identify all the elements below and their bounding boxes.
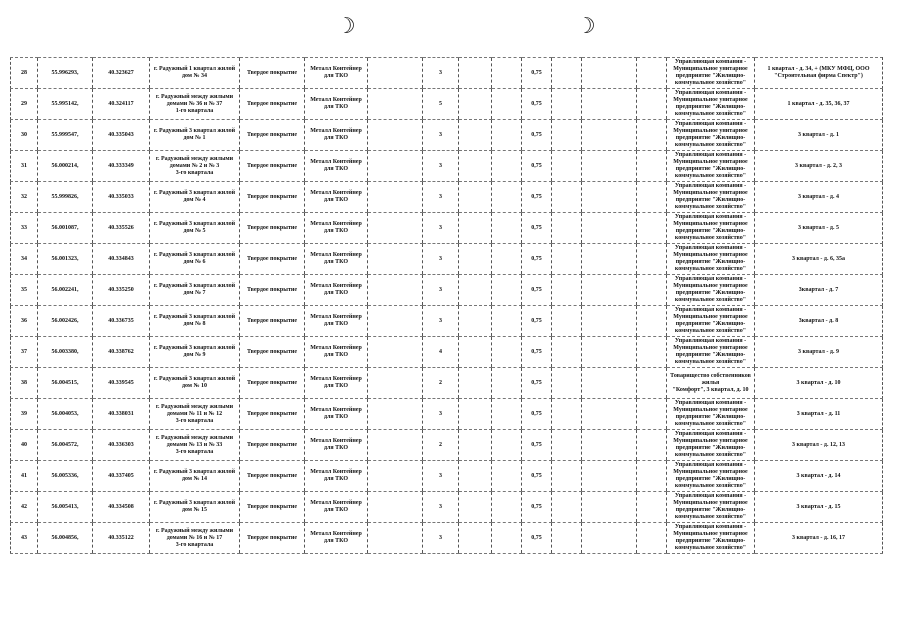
- container-count: 2: [423, 430, 459, 461]
- management-company: Управляющая компания - Муниципальное унитарное предприятие "Жилищно- коммунальное хозяйство": [667, 89, 755, 120]
- empty-cell: [582, 337, 637, 368]
- empty-cell: [492, 461, 522, 492]
- empty-cell: [368, 337, 423, 368]
- empty-cell: [637, 337, 667, 368]
- management-company: Управляющая компания - Муниципальное унитарное предприятие "Жилищно- коммунальное хозяйство": [667, 151, 755, 182]
- empty-cell: [552, 120, 582, 151]
- empty-cell: [459, 523, 492, 554]
- container-volume: 0,75: [522, 151, 552, 182]
- table-row: [11, 337, 883, 368]
- served-buildings: 1 квартал - д. 35, 36, 37: [755, 89, 883, 120]
- management-company: Управляющая компания - Муниципальное унитарное предприятие "Жилищно- коммунальное хозяйство": [667, 306, 755, 337]
- row-number: 32: [11, 182, 38, 213]
- empty-cell: [552, 306, 582, 337]
- empty-cell: [492, 430, 522, 461]
- empty-cell: [582, 182, 637, 213]
- empty-cell: [459, 337, 492, 368]
- container-count: 3: [423, 275, 459, 306]
- container-volume: 0,75: [522, 306, 552, 337]
- served-buildings: 3 квартал - д. 12, 13: [755, 430, 883, 461]
- empty-cell: [368, 89, 423, 120]
- longitude: 40.338762: [93, 337, 150, 368]
- empty-cell: [552, 275, 582, 306]
- container-type: Металл Контейнер для ТКО: [305, 492, 368, 523]
- latitude: 56.002241,: [38, 275, 93, 306]
- site-address: г. Радужный между жилыми домами № 2 и № 3 3-го квартала: [150, 151, 240, 182]
- row-number: 28: [11, 58, 38, 89]
- longitude: 40.333349: [93, 151, 150, 182]
- served-buildings: 3 квартал - д. 15: [755, 492, 883, 523]
- empty-cell: [637, 306, 667, 337]
- management-company: Управляющая компания - Муниципальное унитарное предприятие "Жилищно- коммунальное хозяйство": [667, 337, 755, 368]
- management-company: Управляющая компания - Муниципальное унитарное предприятие "Жилищно- коммунальное хозяйство": [667, 213, 755, 244]
- empty-cell: [368, 244, 423, 275]
- surface-type: Твердое покрытие: [240, 58, 305, 89]
- surface-type: Твердое покрытие: [240, 89, 305, 120]
- empty-cell: [637, 151, 667, 182]
- empty-cell: [552, 430, 582, 461]
- empty-cell: [552, 337, 582, 368]
- container-type: Металл Контейнер для ТКО: [305, 430, 368, 461]
- latitude: 55.999826,: [38, 182, 93, 213]
- site-address: г. Радужный 3 квартал жилой дом № 5: [150, 213, 240, 244]
- empty-cell: [582, 523, 637, 554]
- container-volume: 0,75: [522, 430, 552, 461]
- latitude: 55.999547,: [38, 120, 93, 151]
- served-buildings: 3 квартал - д. 10: [755, 368, 883, 399]
- row-number: 37: [11, 337, 38, 368]
- empty-cell: [552, 151, 582, 182]
- empty-cell: [552, 523, 582, 554]
- container-volume: 0,75: [522, 213, 552, 244]
- longitude: 40.324117: [93, 89, 150, 120]
- empty-cell: [582, 244, 637, 275]
- surface-type: Твердое покрытие: [240, 182, 305, 213]
- empty-cell: [368, 368, 423, 399]
- served-buildings: 3 квартал - д. 16, 17: [755, 523, 883, 554]
- surface-type: Твердое покрытие: [240, 213, 305, 244]
- row-number: 33: [11, 213, 38, 244]
- empty-cell: [552, 244, 582, 275]
- table-row: [11, 120, 883, 151]
- longitude: 40.338031: [93, 399, 150, 430]
- empty-cell: [582, 492, 637, 523]
- empty-cell: [492, 368, 522, 399]
- longitude: 40.323627: [93, 58, 150, 89]
- empty-cell: [637, 89, 667, 120]
- latitude: 55.996293,: [38, 58, 93, 89]
- empty-cell: [637, 492, 667, 523]
- waste-site-registry-table: [10, 57, 883, 554]
- site-address: г. Радужный 3 квартал жилой дом № 14: [150, 461, 240, 492]
- empty-cell: [459, 244, 492, 275]
- latitude: 56.002426,: [38, 306, 93, 337]
- empty-cell: [582, 58, 637, 89]
- empty-cell: [582, 275, 637, 306]
- management-company: Управляющая компания - Муниципальное унитарное предприятие "Жилищно- коммунальное хозяйство": [667, 244, 755, 275]
- binder-hole-mark-right: ☽: [576, 14, 596, 39]
- empty-cell: [637, 399, 667, 430]
- empty-cell: [637, 368, 667, 399]
- empty-cell: [637, 461, 667, 492]
- management-company: Управляющая компания - Муниципальное унитарное предприятие "Жилищно- коммунальное хозяйство": [667, 523, 755, 554]
- longitude: 40.337405: [93, 461, 150, 492]
- served-buildings: 3 квартал - д. 11: [755, 399, 883, 430]
- empty-cell: [637, 523, 667, 554]
- empty-cell: [582, 151, 637, 182]
- empty-cell: [637, 120, 667, 151]
- empty-cell: [459, 120, 492, 151]
- container-count: 2: [423, 368, 459, 399]
- management-company: Управляющая компания - Муниципальное унитарное предприятие "Жилищно- коммунальное хозяйство": [667, 399, 755, 430]
- site-address: г. Радужный между жилыми домами № 13 и № 33 3-го квартала: [150, 430, 240, 461]
- longitude: 40.335526: [93, 213, 150, 244]
- empty-cell: [552, 89, 582, 120]
- surface-type: Твердое покрытие: [240, 120, 305, 151]
- container-count: 3: [423, 523, 459, 554]
- table-row: [11, 213, 883, 244]
- empty-cell: [582, 430, 637, 461]
- empty-cell: [637, 430, 667, 461]
- row-number: 39: [11, 399, 38, 430]
- container-volume: 0,75: [522, 244, 552, 275]
- surface-type: Твердое покрытие: [240, 430, 305, 461]
- container-count: 3: [423, 58, 459, 89]
- table-row: [11, 368, 883, 399]
- empty-cell: [582, 399, 637, 430]
- registry-rows: [11, 58, 883, 554]
- binder-hole-mark-left: ☽: [336, 14, 356, 39]
- container-volume: 0,75: [522, 399, 552, 430]
- empty-cell: [368, 523, 423, 554]
- row-number: 31: [11, 151, 38, 182]
- empty-cell: [637, 244, 667, 275]
- site-address: г. Радужный 3 квартал жилой дом № 7: [150, 275, 240, 306]
- row-number: 35: [11, 275, 38, 306]
- site-address: г. Радужный 1 квартал жилой дом № 34: [150, 58, 240, 89]
- row-number: 36: [11, 306, 38, 337]
- container-type: Металл Контейнер для ТКО: [305, 337, 368, 368]
- empty-cell: [492, 492, 522, 523]
- container-volume: 0,75: [522, 461, 552, 492]
- container-count: 3: [423, 492, 459, 523]
- container-count: 5: [423, 89, 459, 120]
- container-count: 3: [423, 244, 459, 275]
- latitude: 56.005413,: [38, 492, 93, 523]
- empty-cell: [492, 120, 522, 151]
- empty-cell: [637, 275, 667, 306]
- empty-cell: [459, 368, 492, 399]
- empty-cell: [459, 182, 492, 213]
- empty-cell: [459, 430, 492, 461]
- site-address: г. Радужный 3 квартал жилой дом № 9: [150, 337, 240, 368]
- empty-cell: [492, 275, 522, 306]
- empty-cell: [492, 151, 522, 182]
- empty-cell: [582, 89, 637, 120]
- site-address: г. Радужный 3 квартал жилой дом № 1: [150, 120, 240, 151]
- latitude: 56.001323,: [38, 244, 93, 275]
- empty-cell: [492, 89, 522, 120]
- management-company: Товарищество собственников жилья "Комфорт", 3 квартал, д. 10: [667, 368, 755, 399]
- site-address: г. Радужный между жилыми домами № 16 и № 17 3-го квартала: [150, 523, 240, 554]
- management-company: Управляющая компания - Муниципальное унитарное предприятие "Жилищно- коммунальное хозяйство": [667, 492, 755, 523]
- longitude: 40.335250: [93, 275, 150, 306]
- surface-type: Твердое покрытие: [240, 368, 305, 399]
- container-type: Металл Контейнер для ТКО: [305, 58, 368, 89]
- longitude: 40.335043: [93, 120, 150, 151]
- container-volume: 0,75: [522, 523, 552, 554]
- served-buildings: 3 квартал - д. 14: [755, 461, 883, 492]
- empty-cell: [459, 151, 492, 182]
- longitude: 40.339545: [93, 368, 150, 399]
- site-address: г. Радужный 3 квартал жилой дом № 15: [150, 492, 240, 523]
- empty-cell: [459, 492, 492, 523]
- container-count: 3: [423, 306, 459, 337]
- surface-type: Твердое покрытие: [240, 337, 305, 368]
- latitude: 56.004053,: [38, 399, 93, 430]
- empty-cell: [368, 151, 423, 182]
- served-buildings: 3 квартал - д. 6, 35а: [755, 244, 883, 275]
- container-count: 3: [423, 182, 459, 213]
- served-buildings: 3 квартал - д. 4: [755, 182, 883, 213]
- container-type: Металл Контейнер для ТКО: [305, 523, 368, 554]
- container-type: Металл Контейнер для ТКО: [305, 275, 368, 306]
- container-volume: 0,75: [522, 275, 552, 306]
- empty-cell: [637, 213, 667, 244]
- table-row: [11, 492, 883, 523]
- management-company: Управляющая компания - Муниципальное унитарное предприятие "Жилищно- коммунальное хозяйство": [667, 275, 755, 306]
- empty-cell: [582, 213, 637, 244]
- row-number: 41: [11, 461, 38, 492]
- container-count: 3: [423, 151, 459, 182]
- surface-type: Твердое покрытие: [240, 306, 305, 337]
- longitude: 40.335033: [93, 182, 150, 213]
- container-type: Металл Контейнер для ТКО: [305, 244, 368, 275]
- row-number: 43: [11, 523, 38, 554]
- longitude: 40.334843: [93, 244, 150, 275]
- empty-cell: [637, 182, 667, 213]
- empty-cell: [368, 182, 423, 213]
- container-volume: 0,75: [522, 492, 552, 523]
- table-row: [11, 461, 883, 492]
- row-number: 30: [11, 120, 38, 151]
- latitude: 56.004572,: [38, 430, 93, 461]
- empty-cell: [552, 399, 582, 430]
- table-row: [11, 58, 883, 89]
- latitude: 56.004856,: [38, 523, 93, 554]
- container-type: Металл Контейнер для ТКО: [305, 120, 368, 151]
- longitude: 40.334508: [93, 492, 150, 523]
- empty-cell: [459, 461, 492, 492]
- container-count: 3: [423, 213, 459, 244]
- empty-cell: [368, 492, 423, 523]
- container-type: Металл Контейнер для ТКО: [305, 306, 368, 337]
- row-number: 34: [11, 244, 38, 275]
- empty-cell: [492, 213, 522, 244]
- container-volume: 0,75: [522, 337, 552, 368]
- container-volume: 0,75: [522, 89, 552, 120]
- empty-cell: [552, 461, 582, 492]
- empty-cell: [492, 399, 522, 430]
- empty-cell: [368, 213, 423, 244]
- container-count: 4: [423, 337, 459, 368]
- table-row: [11, 244, 883, 275]
- container-count: 3: [423, 399, 459, 430]
- site-address: г. Радужный 3 квартал жилой дом № 4: [150, 182, 240, 213]
- site-address: г. Радужный между жилыми домами № 36 и № 37 1-го квартала: [150, 89, 240, 120]
- served-buildings: 3 квартал - д. 5: [755, 213, 883, 244]
- longitude: 40.335122: [93, 523, 150, 554]
- management-company: Управляющая компания - Муниципальное унитарное предприятие "Жилищно- коммунальное хозяйство": [667, 58, 755, 89]
- empty-cell: [368, 306, 423, 337]
- container-type: Металл Контейнер для ТКО: [305, 182, 368, 213]
- empty-cell: [368, 461, 423, 492]
- site-address: г. Радужный между жилыми домами № 11 и № 12 3-го квартала: [150, 399, 240, 430]
- table-row: [11, 182, 883, 213]
- served-buildings: 3квартал - д. 8: [755, 306, 883, 337]
- management-company: Управляющая компания - Муниципальное унитарное предприятие "Жилищно- коммунальное хозяйство": [667, 430, 755, 461]
- container-volume: 0,75: [522, 58, 552, 89]
- surface-type: Твердое покрытие: [240, 244, 305, 275]
- container-type: Металл Контейнер для ТКО: [305, 399, 368, 430]
- management-company: Управляющая компания - Муниципальное унитарное предприятие "Жилищно- коммунальное хозяйство": [667, 120, 755, 151]
- served-buildings: 3 квартал - д. 2, 3: [755, 151, 883, 182]
- container-volume: 0,75: [522, 182, 552, 213]
- table-row: [11, 430, 883, 461]
- container-count: 3: [423, 120, 459, 151]
- latitude: 56.003380,: [38, 337, 93, 368]
- empty-cell: [492, 182, 522, 213]
- longitude: 40.336303: [93, 430, 150, 461]
- empty-cell: [492, 523, 522, 554]
- empty-cell: [582, 461, 637, 492]
- served-buildings: 3квартал - д. 7: [755, 275, 883, 306]
- empty-cell: [582, 306, 637, 337]
- empty-cell: [492, 337, 522, 368]
- table-row: [11, 523, 883, 554]
- latitude: 56.001087,: [38, 213, 93, 244]
- empty-cell: [637, 58, 667, 89]
- empty-cell: [492, 306, 522, 337]
- row-number: 42: [11, 492, 38, 523]
- empty-cell: [459, 306, 492, 337]
- table-row: [11, 306, 883, 337]
- site-address: г. Радужный 3 квартал жилой дом № 10: [150, 368, 240, 399]
- table-row: [11, 151, 883, 182]
- empty-cell: [368, 430, 423, 461]
- empty-cell: [552, 213, 582, 244]
- container-volume: 0,75: [522, 120, 552, 151]
- management-company: Управляющая компания - Муниципальное унитарное предприятие "Жилищно- коммунальное хозяйство": [667, 182, 755, 213]
- row-number: 29: [11, 89, 38, 120]
- empty-cell: [582, 120, 637, 151]
- empty-cell: [492, 58, 522, 89]
- container-type: Металл Контейнер для ТКО: [305, 461, 368, 492]
- surface-type: Твердое покрытие: [240, 523, 305, 554]
- container-type: Металл Контейнер для ТКО: [305, 368, 368, 399]
- surface-type: Твердое покрытие: [240, 399, 305, 430]
- container-type: Металл Контейнер для ТКО: [305, 151, 368, 182]
- empty-cell: [492, 244, 522, 275]
- empty-cell: [368, 399, 423, 430]
- served-buildings: 3 квартал - д. 1: [755, 120, 883, 151]
- management-company: Управляющая компания - Муниципальное унитарное предприятие "Жилищно- коммунальное хозяйство": [667, 461, 755, 492]
- empty-cell: [459, 399, 492, 430]
- empty-cell: [552, 368, 582, 399]
- latitude: 56.000214,: [38, 151, 93, 182]
- latitude: 56.004515,: [38, 368, 93, 399]
- empty-cell: [368, 120, 423, 151]
- longitude: 40.336735: [93, 306, 150, 337]
- latitude: 56.005336,: [38, 461, 93, 492]
- empty-cell: [368, 275, 423, 306]
- served-buildings: 3 квартал - д. 9: [755, 337, 883, 368]
- container-type: Металл Контейнер для ТКО: [305, 213, 368, 244]
- site-address: г. Радужный 3 квартал жилой дом № 8: [150, 306, 240, 337]
- table-row: [11, 275, 883, 306]
- surface-type: Твердое покрытие: [240, 275, 305, 306]
- empty-cell: [552, 492, 582, 523]
- empty-cell: [368, 58, 423, 89]
- empty-cell: [459, 89, 492, 120]
- container-volume: 0,75: [522, 368, 552, 399]
- empty-cell: [552, 182, 582, 213]
- latitude: 55.995142,: [38, 89, 93, 120]
- surface-type: Твердое покрытие: [240, 492, 305, 523]
- empty-cell: [552, 58, 582, 89]
- row-number: 40: [11, 430, 38, 461]
- empty-cell: [459, 275, 492, 306]
- container-type: Металл Контейнер для ТКО: [305, 89, 368, 120]
- table-row: [11, 89, 883, 120]
- row-number: 38: [11, 368, 38, 399]
- container-count: 3: [423, 461, 459, 492]
- served-buildings: 1 квартал - д. 34, + (МКУ МФЦ, ООО "Строительная фирма Спектр"): [755, 58, 883, 89]
- surface-type: Твердое покрытие: [240, 151, 305, 182]
- table-row: [11, 399, 883, 430]
- empty-cell: [459, 213, 492, 244]
- empty-cell: [582, 368, 637, 399]
- surface-type: Твердое покрытие: [240, 461, 305, 492]
- empty-cell: [459, 58, 492, 89]
- site-address: г. Радужный 3 квартал жилой дом № 6: [150, 244, 240, 275]
